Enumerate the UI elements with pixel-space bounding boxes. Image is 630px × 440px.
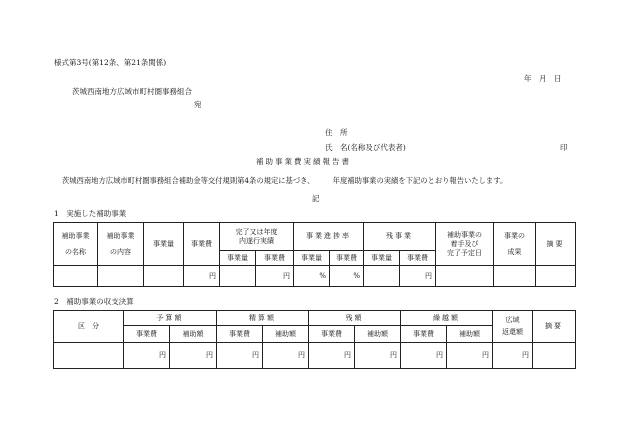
cell-remaining-cost2[interactable]: 円 (309, 343, 355, 369)
subheader-settlement-cost: 事業費 (217, 326, 263, 343)
header-remaining-amount: 残額 (309, 311, 401, 326)
cell-settlement-cost[interactable]: 円 (217, 343, 263, 369)
subheader-remaining-quantity: 事業量 (364, 251, 400, 266)
subheader-completed-cost: 事業費 (256, 251, 294, 266)
header-remarks: 摘要 (536, 223, 576, 266)
subheader-remaining-cost: 事業費 (400, 251, 436, 266)
form-label: 様式第3号(第12条、第21条関係) (54, 58, 167, 67)
recipient-suffix: 宛 (194, 100, 202, 109)
cell-budget-cost[interactable]: 円 (124, 343, 170, 369)
cell-remarks2[interactable] (533, 343, 576, 369)
project-table (53, 222, 576, 287)
header-remarks2: 摘要 (533, 311, 576, 343)
subheader-progress-quantity: 事業量 (294, 251, 330, 266)
budget-table (53, 310, 576, 369)
cell-completed-cost[interactable]: 円 (256, 266, 294, 287)
cell-remaining-cost[interactable]: 円 (400, 266, 436, 287)
header-budget: 予算額 (124, 311, 217, 326)
seal-label: 印 (560, 143, 568, 152)
header-project-content: 補助事業 の内容 (98, 223, 144, 266)
ki-label: 記 (312, 194, 320, 203)
header-quantity: 事業量 (144, 223, 184, 266)
cell-result[interactable] (494, 266, 536, 287)
cell-budget-subsidy[interactable]: 円 (170, 343, 217, 369)
cell-remarks[interactable] (536, 266, 576, 287)
subheader-carryover-cost: 事業費 (401, 326, 447, 343)
header-cost: 事業費 (184, 223, 220, 266)
header-progress: 事業進捗率 (294, 223, 364, 251)
subheader-remaining-subsidy: 補助額 (355, 326, 401, 343)
subheader-budget-cost: 事業費 (124, 326, 170, 343)
cell-completed-quantity[interactable] (220, 266, 256, 287)
cell-carryover-subsidy[interactable]: 円 (447, 343, 493, 369)
header-remaining: 残事業 (364, 223, 436, 251)
cell-progress-cost[interactable]: % (330, 266, 364, 287)
intro-text: 茨城西南地方広域市町村圏事務組合補助金等交付規則第4条の規定に基づき、 年度補助事業の実績を下記のとおり報告いたします。 (62, 176, 508, 185)
header-category: 区 分 (54, 311, 124, 343)
header-settlement: 精算額 (217, 311, 309, 326)
cell-cost[interactable]: 円 (184, 266, 220, 287)
cell-wide-area-return[interactable]: 円 (493, 343, 533, 369)
cell-project-content[interactable] (98, 266, 144, 287)
address-label: 住 所 (325, 128, 348, 137)
cell-category[interactable] (54, 343, 124, 369)
section2-heading: 2 補助事業の収支決算 (54, 297, 134, 306)
subheader-settlement-subsidy: 補助額 (263, 326, 309, 343)
subheader-completed-quantity: 事業量 (220, 251, 256, 266)
association-name: 茨城西南地方広域市町村圏事務組合 (72, 87, 192, 96)
header-result: 事業の 成果 (494, 223, 536, 266)
subheader-remaining-cost2: 事業費 (309, 326, 355, 343)
subheader-carryover-subsidy: 補助額 (447, 326, 493, 343)
doc-title: 補助事業費実績報告書 (256, 157, 351, 166)
section1-heading: 1 実施した補助事業 (54, 209, 127, 218)
cell-remaining-quantity[interactable] (364, 266, 400, 287)
cell-quantity[interactable] (144, 266, 184, 287)
header-completed: 完了又は年度 内遂行実績 (220, 223, 294, 251)
cell-project-name[interactable] (54, 266, 98, 287)
header-wide-area-return: 広域 返還額 (493, 311, 533, 343)
header-schedule: 補助事業の 着手及び 完了予定日 (436, 223, 494, 266)
name-label: 氏 名(名称及び代表者) (325, 143, 406, 152)
cell-carryover-cost[interactable]: 円 (401, 343, 447, 369)
cell-remaining-subsidy[interactable]: 円 (355, 343, 401, 369)
header-project-name: 補助事業 の名称 (54, 223, 98, 266)
cell-settlement-subsidy[interactable]: 円 (263, 343, 309, 369)
subheader-budget-subsidy: 補助額 (170, 326, 217, 343)
cell-progress-quantity[interactable]: % (294, 266, 330, 287)
subheader-progress-cost: 事業費 (330, 251, 364, 266)
date-line: 年 月 日 (524, 74, 562, 83)
header-carryover: 繰越額 (401, 311, 493, 326)
cell-schedule[interactable] (436, 266, 494, 287)
